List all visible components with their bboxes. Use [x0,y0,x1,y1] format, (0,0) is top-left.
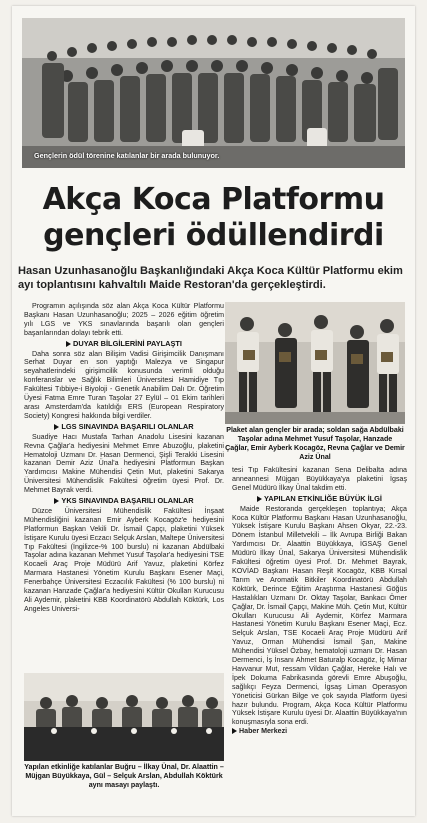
newspaper-page [12,6,415,816]
section-title-yks: YKS SINAVINDA BAŞARILI OLANLAR [24,497,224,506]
triangle-bullet-icon [54,424,59,430]
section-title-lgs: LGS SINAVINDA BAŞARILI OLANLAR [24,423,224,432]
dinner-table-illustration [24,673,224,761]
subheadline: Hasan Uzunhasanoğlu Başkanlığındaki Akça Koca Kültür Platformu ekim ayı toplantısını kahvaltılı Maide Restoran'da gerçekleştirdi. [18,265,403,291]
triangle-bullet-icon [66,341,71,347]
crowd-illustration [22,18,405,168]
photo-caption-top: Gençlerin ödül törenine katılanlar bir arada bulunuyor. [34,151,220,160]
headline-line-1: Akça Koca Platformu [42,182,385,217]
section-body-event: Maide Restoranda gerçekleşen toplantıya; Akça Koca Kültür Platformu Başkanı Hasan Uzunhasanoğlu, Yüksek İstişare Kurulu Başkanı Ahsen Okyar, 22.-23. Dönem İstanbul Milletvekili – İlk Avrupa Birliği Bakan Yardımcısı Dr. Alaattin Büyükkaya, İGSAŞ Genel Müdürü İlkay Ünal, Sakarya Üniversitesi Mühendislik Fakültesi öğretim üyesi Prof. Dr. Mehmet Bayrak, KOVİAD Başkanı Hasan Reşit Kocagöz, KBB Kırsal Tarım ve Aromatik Bitkiler Koordinatörü Abdullah Köktürk, Derince Eğitim Araştırma Hastanesi Göğüs Hastalıkları Uzmanı Dr. Oktay Taşolar, Bankacı Ömer Çağlar, Dr. İsmail Çapçı, Makine Müh. Çetin Mut, Kültür Okulları Kurucusu Ali Aydemir, Körfez Marmara Hastanesi Yönetim Kurulu Başkanı Esener Maçi, Ecz. Selçuk Arslan, TSE Kocaeli Araç Proje Müdürü Arif Yavuz, Orman Mühendisi İsmail Şan, Makine Mühendisi Yüksel Özbay, hematoloji uzmanı Dr. Hasan Dermenci, İş İnsanı Ahmet Baturalp Kocagöz, İç Mimar Havvanur Mut, ressam Vildan Çağlar, Hereke Halı ve İpek Dokuma Fabrikasında görevli Emre Abuşoğlu, sağlıkçı Feyza Dermenci, İgsaş Liman Operasyon Yöneticisi Gürkan Bilge ve çok sayıda Platform üyesi hazır bulundu. Program, Akça Koca Kültür Platformu Yüksek İstişare Kurulu üyesi Dr. Alaattin Büyükkaya'nın konuşmasıyla sona erdi. [232,504,407,727]
plaque-photo [225,302,405,424]
group-photo [22,18,405,168]
plaque-recipients-illustration [225,302,405,424]
intro-paragraph: Programın açılışında söz alan Akça Koca Kültür Platformu Başkanı Hasan Uzunhasanoğlu; 2025 – 2026 eğitim öğretim yılı LGS ve YKS sınavlarında başarılı olan gençleri başarılarından dolayı tebrik etti. [24,302,224,337]
section-body-lgs: Suadiye Hacı Mustafa Tarhan Anadolu Lisesini kazanan Revna Çağlar'a hediyesini Mehmet Emre Abuzoğlu, plaketini Hematoloji Uzmanı Dr. Hasan Dermenci, Şişli Terakki Lisesini kazanan Demir Aziz Ünal'a hediyesini Platformun Başkan Yardımcısı Makine Mühendisi Çetin Mut, plaketini Sakarya Üniversitesi Mühendislik Fakültesi öğretim üyesi Prof. Dr. Mehmet Bayrak verdi. [24,432,224,495]
table-photo-caption: Yapılan etkinliğe katılanlar Buğru – İlkay Ünal, Dr. Alaattin – Müjgan Büyükkaya, Gül – Selçuk Arslan, Abdullah Köktürk aynı masayı paylaştı. [24,763,224,789]
triangle-bullet-icon [54,498,59,504]
section-title-event: YAPILAN ETKİNLİĞE BÜYÜK İLGİ [232,495,407,504]
headline-line-2: gençleri ödüllendirdi [43,218,384,253]
left-column [24,302,224,614]
section-body-duyar: Daha sonra söz alan Bilişim Vadisi Girişimcilik Danışmanı Serhat Duyar en son yaptığı Malezya ve Singapur seyahatlerindeki girişimcilik konusunda verimli olduğu konferanslar ve Sağlık Bilimleri Üniversitesi Hamidiye Tıp Fakültesi Tıbbiye-i Biyoloji - Genetik Anabilim Dalı Dr. Öğretim Üyesi Fatma Emre Turan Taşolar 27 Eylül – 01 Ekim tarihleri arası Amsterdam'da katıldığı ERS (European Respiratory Society) Kongresi hakkında bilgi verdiler. [24,349,224,420]
triangle-bullet-icon [232,728,237,734]
table-photo [24,673,224,761]
section-body-yks: Düzce Üniversitesi Mühendislik Fakültesi İnşaat Mühendisliğini kazanan Emir Ayberk Kocagöz'e hediyesini Platformun Başkan Vekili Dr. İsmail Çapçı, plaketini Yüksek İstişare Kurulu üyesi Eczacı Selçuk Arslan, Maltepe Üniversitesi Tıp Fakültesi (İngilizce-% 100 burslu) ni kazanan Abdülbaki Taşolar adına kazanan Mehmet Yusuf Taşolar'a hediyesini TSE Kocaeli Araç Proje Müdürü Arif Yavuz, plaketini Körfez Marmara Hastanesi Yönetim Kurulu Başkanı Esener Maçi, Fenerbahçe Üniversitesi Eczacılık Fakültesi (% 100 burslu) ni kazanan Hanzade Çağlar'a hediyesini Kültür Okulları Kurucusu Ali Aydemir, plaketini KBB Koordinatörü Abdullah Köktürk, Los Angeles Universi- [24,506,224,613]
section-title-duyar: DUYAR BİLGİLERİNİ PAYLAŞTI [24,340,224,349]
continuation-paragraph: tesi Tıp Fakültesini kazanan Sena Delibalta adına anneannesi Müjgan Büyükkaya'ya plaketini İgsaş Genel Müdürü İlkay Ünal takdim etti. [232,466,407,492]
plaque-photo-caption: Plaket alan gençler bir arada; soldan sağa Abdülbaki Taşolar adına Mehmet Yusuf Taşolar, Hanzade Çağlar, Emir Ayberk Kocagöz, Revna Çağlar ve Demir Aziz Ünal [225,426,405,461]
byline: Haber Merkezi [232,727,407,736]
right-column [232,466,407,736]
triangle-bullet-icon [257,496,262,502]
